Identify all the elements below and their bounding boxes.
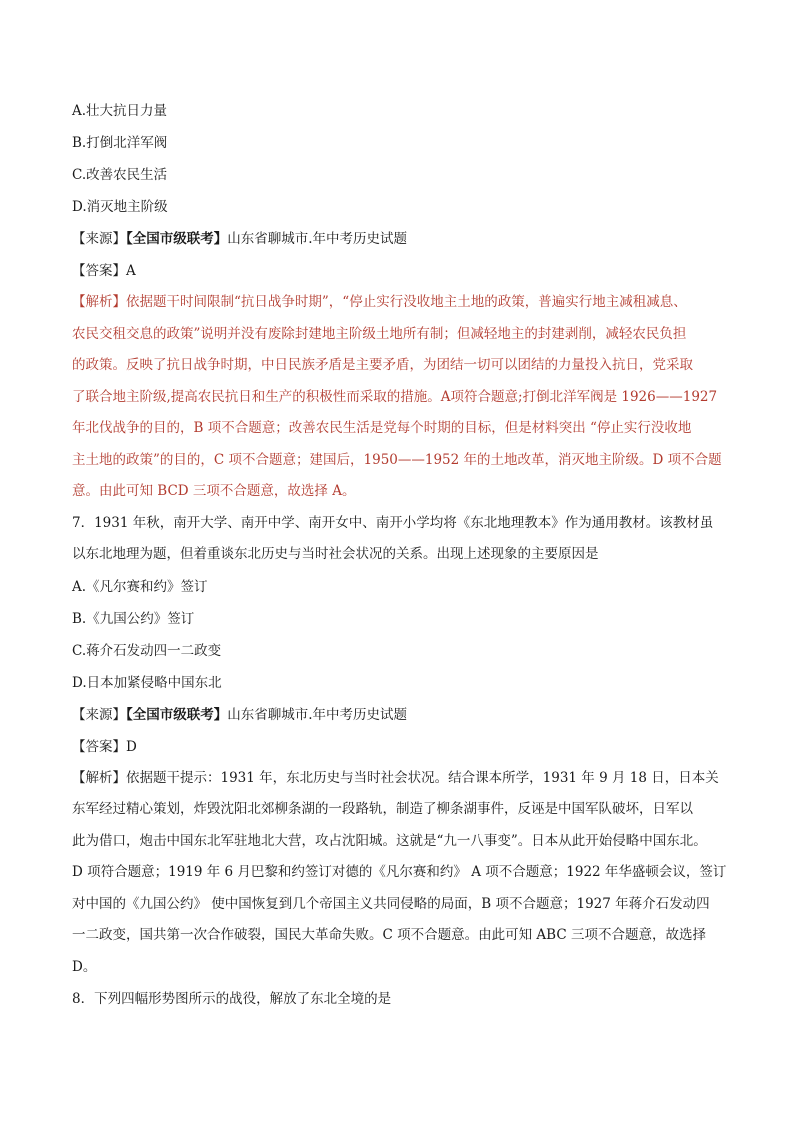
q7-analysis-line: D 项符合题意；1919 年 6 月巴黎和约签订对德的《凡尔赛和约》 A 项不合题意；1922 年华盛顿会议，签订 bbox=[72, 864, 727, 880]
q7-answer bbox=[72, 731, 732, 763]
q7-analysis-line: 一二政变，国共第一次合作破裂，国民大革命失败。C 项不合题意。由此可知 ABC 三项不合题意，故选择 bbox=[72, 927, 706, 943]
q7-source bbox=[72, 699, 732, 731]
q7-analysis-line: 东军经过精心策划，炸毁沈阳北郊柳条湖的一段路轨，制造了柳条湖事件，反诬是中国军队破坏，日军以 bbox=[72, 801, 693, 817]
q6-analysis bbox=[72, 287, 732, 508]
q6-answer bbox=[72, 255, 732, 287]
q7-analysis-line: 此为借口，炮击中国东北军驻地北大营，攻占沈阳城。这就是“九一八事变”。日本从此开始侵略中国东北。 bbox=[72, 832, 707, 849]
q8-stem: 8．下列四幅形势图所示的战役，解放了东北全境的是 bbox=[72, 991, 392, 1007]
q7-options bbox=[72, 571, 732, 699]
q7-option-c: C.蒋介石发动四一二政变 bbox=[72, 642, 222, 659]
q7-analysis-line: D。 bbox=[72, 958, 97, 975]
q7-stem bbox=[72, 508, 732, 571]
q7-analysis-label: 【解析】 bbox=[72, 769, 126, 786]
q6-analysis-line: 依据题干时间限制“抗日战争时期”，“停止实行没收地主土地的政策，普遍实行地主减租减息、 bbox=[126, 294, 687, 310]
q6-option-a: A.壮大抗日力量 bbox=[72, 103, 168, 119]
q7-option-a: A.《凡尔赛和约》签订 bbox=[72, 578, 208, 595]
q7-option-d: D.日本加紧侵略中国东北 bbox=[72, 674, 222, 691]
q7-source-label: 【来源】 bbox=[72, 706, 126, 723]
q7-option-b: B.《九国公约》签订 bbox=[72, 610, 195, 627]
q6-analysis-line: 农民交租交息的政策”说明并没有废除封建地主阶级土地所有制；但减轻地主的封建剥削，减轻农民负担 bbox=[72, 325, 687, 342]
q7-analysis bbox=[72, 763, 732, 984]
q6-analysis-line: 的政策。反映了抗日战争时期，中日民族矛盾是主要矛盾，为团结一切可以团结的力量投入抗日，党采取 bbox=[72, 357, 693, 373]
q6-analysis-line: 主土地的政策”的目的，C 项不合题意；建国后，1950——1952 年的土地改革，消灭地主阶级。D 项不合题 bbox=[72, 451, 722, 468]
q6-option-c: C.改善农民生活 bbox=[72, 167, 168, 183]
q6-source bbox=[72, 223, 732, 255]
q6-answer-value: A bbox=[126, 263, 136, 279]
q6-options bbox=[72, 95, 732, 223]
q7-analysis-line: 依据题干提示：1931 年，东北历史与当时社会状况。结合课本所学，1931 年 9 月 18 日，日本关 bbox=[126, 769, 719, 786]
q6-answer-label: 【答案】 bbox=[72, 263, 126, 279]
q6-option-d: D.消灭地主阶级 bbox=[72, 199, 168, 215]
q7-source-tag: 【全国市级联考】 bbox=[126, 706, 228, 723]
q6-source-text: 山东省聊城市.年中考历史试题 bbox=[227, 231, 408, 247]
q7-answer-label: 【答案】 bbox=[72, 738, 126, 755]
q6-analysis-line: 了联合地主阶级,提高农民抗日和生产的积极性而采取的措施。A项符合题意;打倒北洋军阀是 1926——1927 bbox=[72, 388, 718, 405]
q7-answer-value: D bbox=[126, 738, 137, 755]
q6-source-label: 【来源】 bbox=[72, 231, 126, 247]
q6-analysis-line: 意。由此可知 BCD 三项不合题意，故选择 A。 bbox=[72, 483, 356, 499]
q7-source-text: 山东省聊城市.年中考历史试题 bbox=[227, 706, 408, 723]
q6-option-b: B.打倒北洋军阀 bbox=[72, 135, 168, 151]
q7-analysis-line: 对中国的《九国公约》 使中国恢复到几个帝国主义共同侵略的局面，B 项不合题意；1927 年蒋介石发动四 bbox=[72, 895, 710, 912]
q7-stem-line: 7．1931 年秋，南开大学、南开中学、南开女中、南开小学均将《东北地理教本》作为通用教材。该教材虽 bbox=[72, 514, 714, 531]
q6-analysis-label: 【解析】 bbox=[72, 294, 126, 310]
q6-analysis-line: 年北伐战争的目的，B 项不合题意；改善农民生活是党每个时期的目标，但是材料突出 “停止实行没收地 bbox=[72, 420, 692, 436]
q6-source-tag: 【全国市级联考】 bbox=[126, 231, 228, 247]
q7-stem-line: 以东北地理为题，但着重谈东北历史与当时社会状况的关系。出现上述现象的主要原因是 bbox=[72, 546, 599, 562]
document-page bbox=[72, 95, 732, 1015]
